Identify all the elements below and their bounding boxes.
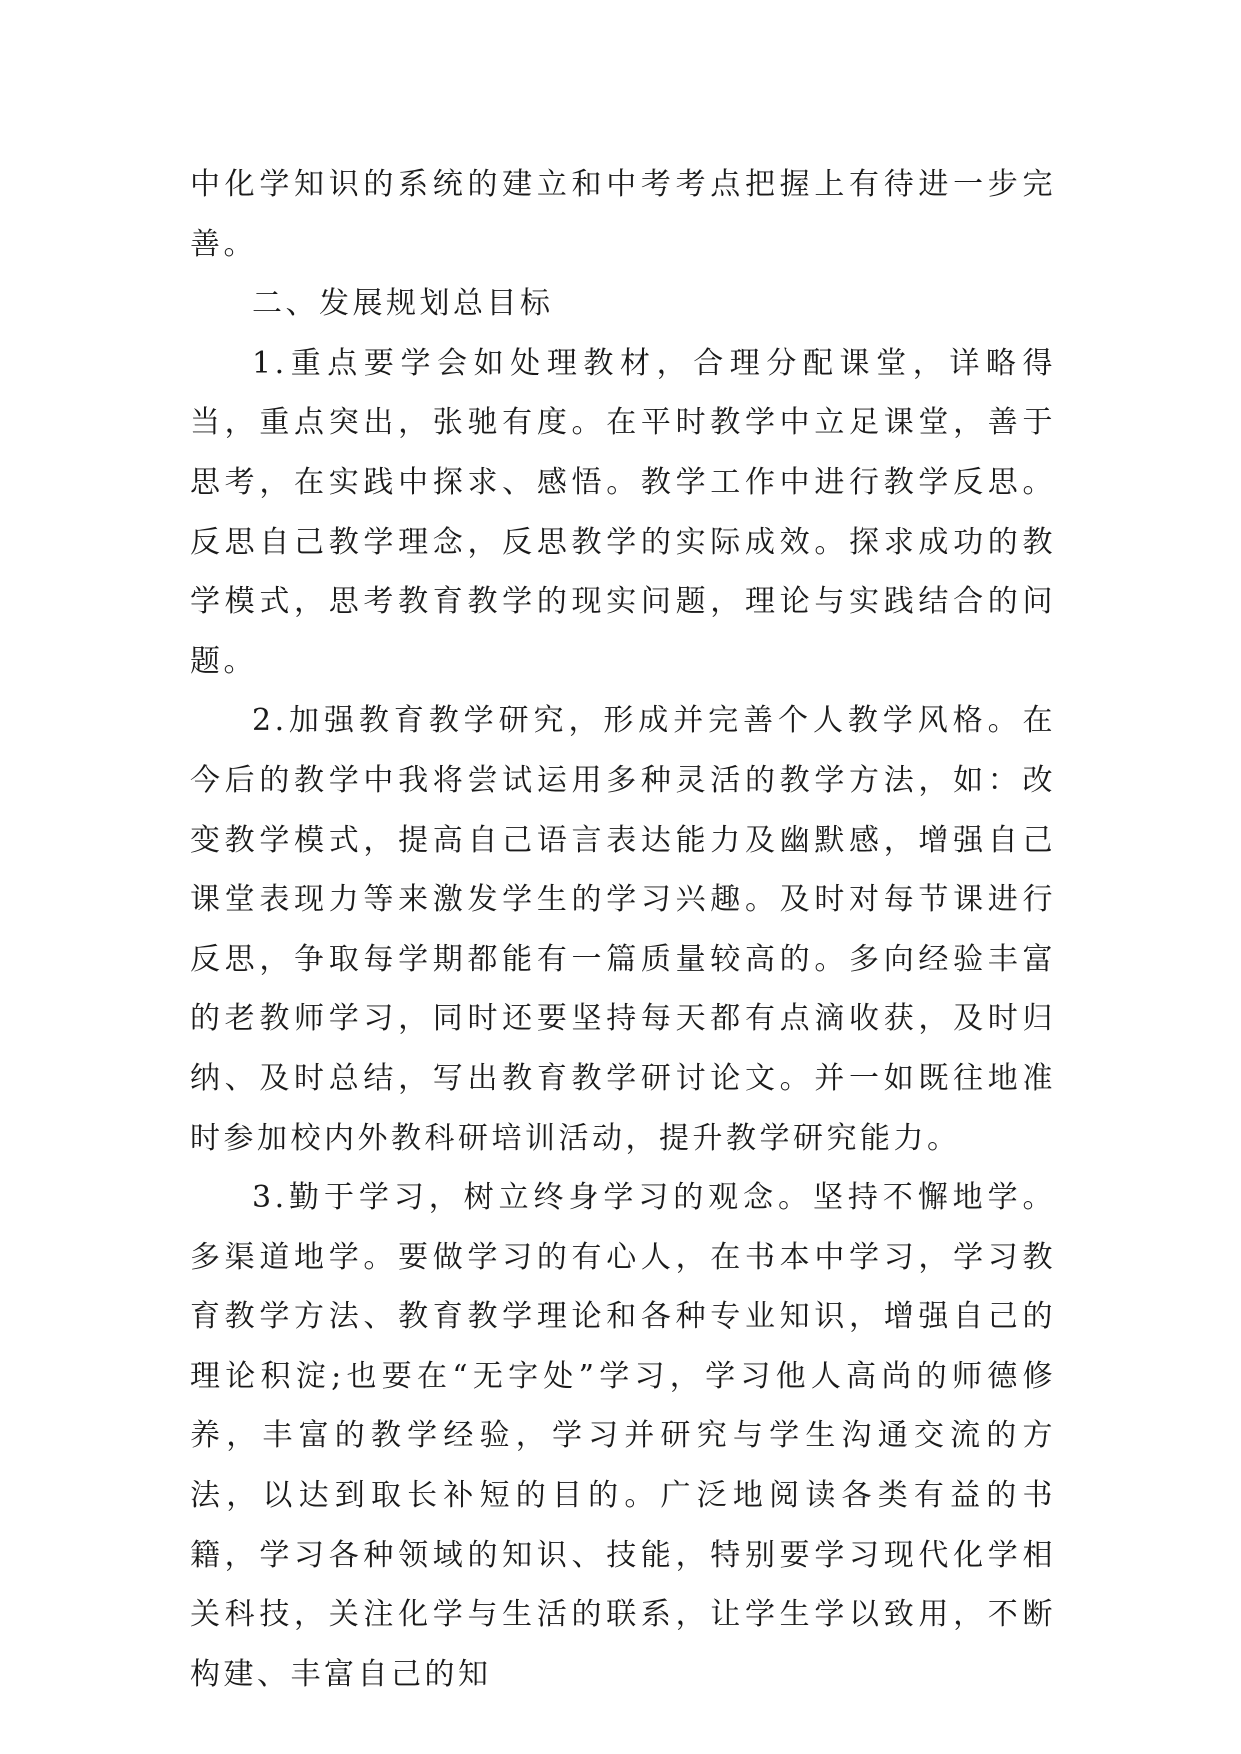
paragraph-goal-1: 1.重点要学会如处理教材，合理分配课堂，详略得当，重点突出，张驰有度。在平时教学中立足课堂，善于思考，在实践中探求、感悟。教学工作中进行教学反思。反思自己教学理念，反思教学的实际成效。探求成功的教学模式，思考教育教学的现实问题，理论与实践结合的问题。	[190, 345, 1056, 679]
paragraph-continuation: 中化学知识的系统的建立和中考考点把握上有待进一步完善。	[190, 167, 1056, 262]
document-body	[190, 155, 1056, 1704]
paragraph-goal-2: 2.加强教育教学研究，形成并完善个人教学风格。在今后的教学中我将尝试运用多种灵活的教学方法，如：改变教学模式，提高自己语言表达能力及幽默感，增强自己课堂表现力等来激发学生的学习兴趣。及时对每节课进行反思，争取每学期都能有一篇质量较高的。多向经验丰富的老教师学习，同时还要坚持每天都有点滴收获，及时归纳、及时总结，写出教育教学研讨论文。并一如既往地准时参加校内外教科研培训活动，提升教学研究能力。	[190, 703, 1056, 1156]
paragraph-goal-3: 3.勤于学习，树立终身学习的观念。坚持不懈地学。多渠道地学。要做学习的有心人，在书本中学习，学习教育教学方法、教育教学理论和各种专业知识，增强自己的理论积淀;也要在“无字处”学习，学习他人高尚的师德修养，丰富的教学经验，学习并研究与学生沟通交流的方法，以达到取长补短的目的。广泛地阅读各类有益的书籍，学习各种领域的知识、技能，特别要学习现代化学相关科技，关注化学与生活的联系，让学生学以致用，不断构建、丰富自己的知	[190, 1180, 1056, 1692]
section-heading: 二、发展规划总目标	[252, 286, 554, 322]
